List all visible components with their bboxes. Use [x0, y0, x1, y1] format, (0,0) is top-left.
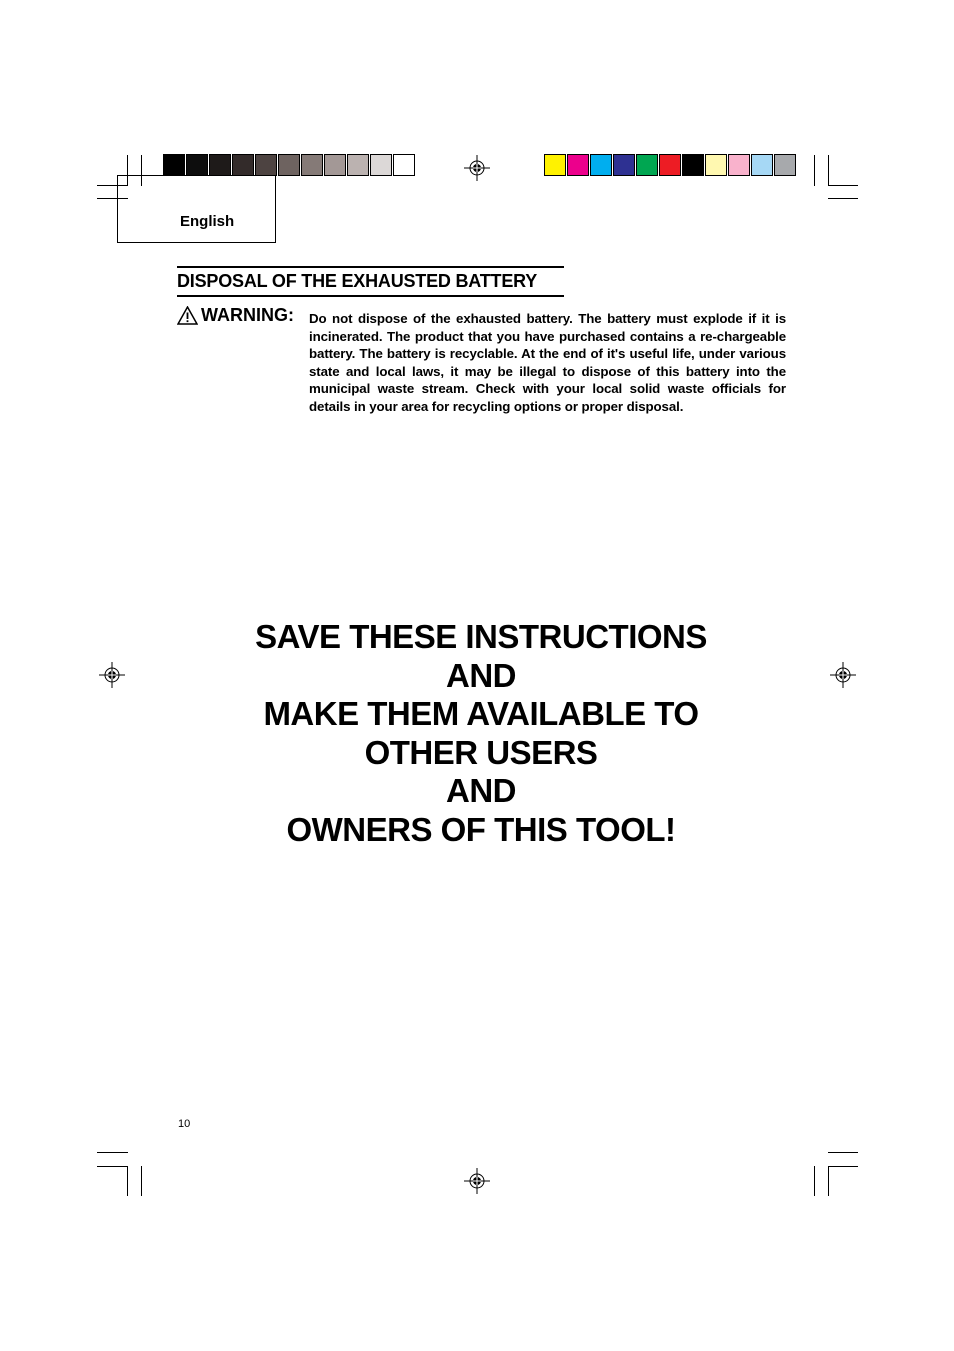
- color-swatch: [370, 154, 392, 176]
- color-swatch: [209, 154, 231, 176]
- crop-mark: [828, 185, 858, 186]
- registration-mark-icon: [99, 662, 125, 688]
- notice-line: SAVE THESE INSTRUCTIONS: [255, 618, 707, 655]
- language-tab: English: [180, 213, 235, 230]
- color-swatch: [728, 154, 750, 176]
- crop-mark: [127, 1166, 128, 1196]
- color-swatch: [186, 154, 208, 176]
- notice-line: OTHER USERS: [364, 733, 598, 771]
- color-swatch: [613, 154, 635, 176]
- color-swatch: [567, 154, 589, 176]
- notice-line: MAKE THEM AVAILABLE TO: [263, 695, 699, 733]
- registration-mark-icon: [464, 155, 490, 181]
- language-tab-frame: [117, 175, 276, 243]
- color-swatch: [301, 154, 323, 176]
- color-swatch: [751, 154, 773, 176]
- color-swatch: [590, 154, 612, 176]
- color-swatch: [544, 154, 566, 176]
- color-swatch: [163, 154, 185, 176]
- color-swatch: [659, 154, 681, 176]
- heading-rule: [177, 266, 564, 268]
- color-swatch: [705, 154, 727, 176]
- warning-label: WARNING:: [201, 305, 294, 325]
- color-swatch: [324, 154, 346, 176]
- save-instructions-notice: [180, 618, 782, 850]
- crop-mark: [828, 1166, 858, 1167]
- warning-heading: [177, 305, 294, 326]
- heading-rule: [177, 295, 564, 297]
- section-title: DISPOSAL OF THE EXHAUSTED BATTERY: [177, 271, 538, 291]
- crop-mark: [828, 198, 858, 199]
- crop-mark: [97, 1166, 128, 1167]
- color-swatch: [255, 154, 277, 176]
- color-swatch: [347, 154, 369, 176]
- crop-mark: [828, 1152, 858, 1153]
- grayscale-bar: [163, 154, 416, 176]
- notice-line: AND: [446, 656, 516, 694]
- color-swatch: [636, 154, 658, 176]
- crop-mark: [141, 1166, 142, 1196]
- crop-mark: [828, 1166, 829, 1196]
- registration-mark-icon: [830, 662, 856, 688]
- color-swatch: [232, 154, 254, 176]
- crop-mark: [97, 1152, 128, 1153]
- registration-mark-icon: [464, 1168, 490, 1194]
- crop-mark: [814, 155, 815, 186]
- crop-mark: [814, 1166, 815, 1196]
- color-swatch: [774, 154, 796, 176]
- color-swatch: [682, 154, 704, 176]
- warning-text: Do not dispose of the exhausted battery. The battery must explode if it is incinerated. The product that you have purchased contains a re-chargeable battery. The battery is recyclable. At the end of it's useful life, under various state and local laws, it may be illegal to dispose of this battery into the municipal waste stream. Check with your local solid waste officials for details in your area for recycling options or proper disposal.: [309, 311, 786, 414]
- notice-line: OWNERS OF THIS TOOL!: [286, 810, 676, 848]
- notice-line: AND: [446, 772, 516, 810]
- crop-mark: [828, 155, 829, 186]
- warning-triangle-icon: [177, 306, 198, 325]
- color-swatch: [278, 154, 300, 176]
- color-bar: [544, 154, 797, 176]
- color-swatch: [393, 154, 415, 176]
- page-number: 10: [178, 1118, 191, 1130]
